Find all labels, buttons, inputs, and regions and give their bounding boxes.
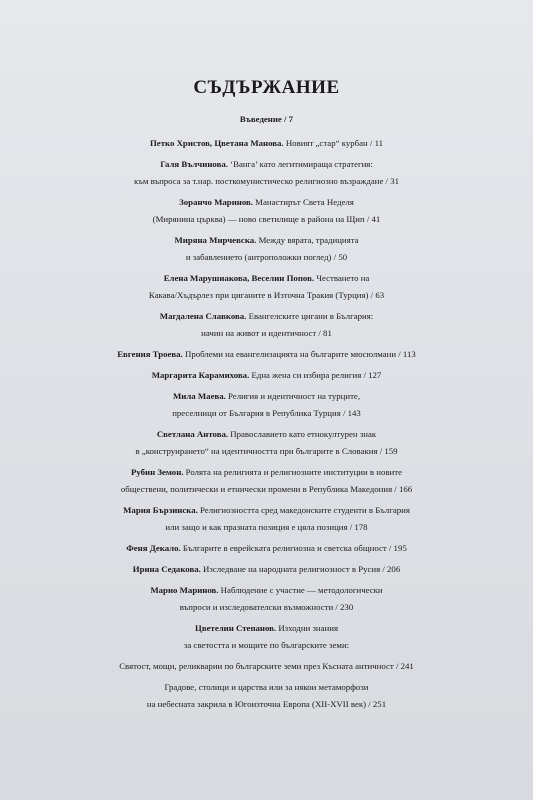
- toc-author: Цветелин Степанов.: [195, 623, 277, 633]
- toc-entry-line: [0, 519, 533, 536]
- toc-entry-line: [0, 696, 533, 713]
- toc-line: ‘Ванга’ като легитимираща стратегия:: [227, 159, 373, 169]
- toc-entry-line: [0, 287, 533, 304]
- toc-line: за светостта и мощите по българските земи:: [183, 640, 350, 650]
- toc-entry-line: [0, 443, 533, 460]
- toc-author: Марио Маринов.: [150, 585, 219, 595]
- toc-line: преселници от България в Република Турция / 143: [172, 408, 361, 418]
- toc-entry: [0, 464, 533, 481]
- toc-entry-line: [0, 249, 533, 266]
- toc-entry-line: [0, 481, 533, 498]
- toc-author: Рубин Земон.: [130, 467, 184, 477]
- toc-entry-line: [0, 599, 533, 616]
- toc-line: начин на живот и идентичност / 81: [201, 328, 332, 338]
- toc-entry-line: [0, 173, 533, 190]
- toc-line: Една жена си избира религия / 127: [249, 370, 382, 380]
- toc-line: Честването на: [314, 273, 370, 283]
- toc-author: Евгения Троева.: [117, 349, 183, 359]
- toc-line: Евангелските цигани в България:: [246, 311, 374, 321]
- page-title: СЪДЪРЖАНИЕ: [193, 77, 340, 98]
- toc-entry: [0, 502, 533, 519]
- toc-entry-line: [0, 637, 533, 654]
- toc-line: Религиозността сред македонските студенти в България: [197, 505, 410, 515]
- toc-line: Святост, мощи, реликварии по българските земи през Късната античност / 241: [119, 661, 414, 671]
- toc-line: в „конструирането“ на идентичността при българите в Словакия / 159: [135, 446, 398, 456]
- toc-line: Българите в еврейската религиозна и светска общност / 195: [180, 543, 407, 553]
- toc-entry-line: [0, 658, 533, 675]
- toc-line: и забавлението (антроположки поглед) / 50: [185, 252, 348, 262]
- toc-entry: [0, 388, 533, 405]
- toc-entry: [0, 308, 533, 325]
- toc-line: Новият „стар“ курбан / 11: [283, 138, 384, 148]
- toc-entry-line: [0, 211, 533, 228]
- toc-line: към въпроса за т.нар. посткомунистическо религиозно възраждане / 31: [134, 176, 399, 186]
- toc-line: Православието като етнокултурен знак: [228, 429, 377, 439]
- toc-line: Религия и идентичност на турците,: [225, 391, 361, 401]
- toc-author: Феня Декало.: [126, 543, 181, 553]
- toc-author: Петко Христов, Цветана Манова.: [149, 138, 284, 148]
- toc-author: Галя Вълчинова.: [160, 159, 228, 169]
- toc-entry-line: [0, 679, 533, 696]
- toc-line: Проблеми на евангелизацията на българите мюсюлмани / 113: [182, 349, 416, 359]
- toc-entry: [0, 561, 533, 578]
- toc-line: Наблюдение с участие — методологически: [218, 585, 383, 595]
- toc-entry: [0, 194, 533, 211]
- toc-author: Мила Маева.: [172, 391, 226, 401]
- toc-line: въпроси и изследователски възможности / 230: [179, 602, 354, 612]
- toc-line: Какава/Хъдърлез при циганите в Източна Тракия (Турция) / 63: [148, 290, 385, 300]
- toc-entry: [0, 135, 533, 152]
- toc-author: Зоранчо Маринов.: [179, 197, 253, 207]
- toc-line: Градове, столици и царства или за някои метаморфози: [164, 682, 369, 692]
- toc-line: Изследване на народната религиозност в Русия / 206: [200, 564, 401, 574]
- toc-line: обществени, политически и етнически промени в Република Македония / 166: [120, 484, 413, 494]
- toc-line: (Мирянина църква) — ново светилище в района на Щип / 41: [152, 214, 381, 224]
- toc-entry: [0, 540, 533, 557]
- toc-author: Миряна Мирчевска.: [174, 235, 257, 245]
- toc-entry: [0, 346, 533, 363]
- toc-entry-line: [0, 325, 533, 342]
- toc-entry: [0, 232, 533, 249]
- toc-entry: [0, 156, 533, 173]
- toc-line: на небесната закрила в Югоизточна Европа (XII-XVII век) / 251: [146, 699, 387, 709]
- toc-entry: [0, 582, 533, 599]
- toc-author: Елена Марушиакова, Веселин Попов.: [163, 273, 315, 283]
- toc-entry: [0, 620, 533, 637]
- toc-entry-introduction: [0, 111, 533, 128]
- toc-line: или защо и как празната позиция е цяла позиция / 178: [165, 522, 368, 532]
- toc-line: Ролята на религията и религиозните институции в новите: [183, 467, 402, 477]
- toc-entry: [0, 367, 533, 384]
- toc-line: Манастирът Света Неделя: [252, 197, 354, 207]
- toc-author: Магдалена Славкова.: [159, 311, 247, 321]
- toc-author: Маргарита Карамихова.: [151, 370, 250, 380]
- toc-line: Между вярата, традицията: [256, 235, 359, 245]
- toc-entry: [0, 270, 533, 287]
- toc-entry: [0, 426, 533, 443]
- toc-author: Ирина Седакова.: [132, 564, 201, 574]
- toc-entry-title: Въведение / 7: [239, 114, 294, 124]
- toc-author: Светлана Антова.: [156, 429, 229, 439]
- toc-entry-line: [0, 405, 533, 422]
- toc-author: Мария Бързинска.: [123, 505, 198, 515]
- toc-line: Изходни знания: [276, 623, 338, 633]
